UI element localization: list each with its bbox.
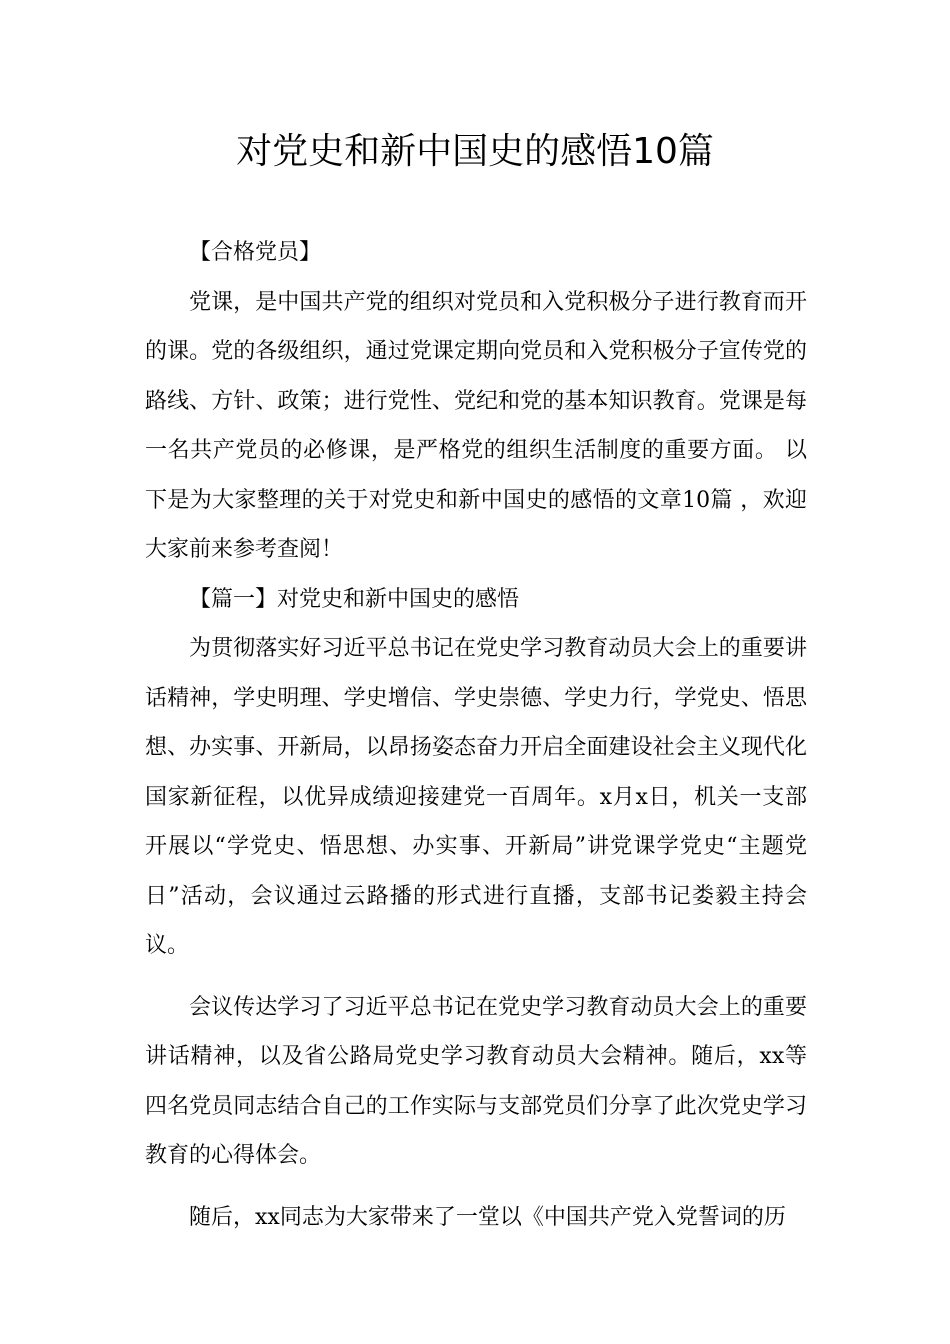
body-paragraph: 随后，xx同志为大家带来了一堂以《中国共产党入党誓词的历 <box>189 1204 786 1230</box>
intro-paragraph: 党课，是中国共产党的组织对党员和入党积极分子进行教育而开的课。党的各级组织，通过党课定期向党员和入党积极分子宣传党的路线、方针、政策；进行党性、党纪和党的基本知识教育。党课是每一名共产党员的必修课，是严格党的组织生活制度的重要方面。 以下是为大家整理的关于对党史和新中国史的感悟的文章10篇 ，欢迎大家前来参考查阅！ <box>145 289 807 562</box>
section-label: 【合格党员】 <box>189 240 322 265</box>
body-paragraph: 为贯彻落实好习近平总书记在党史学习教育动员大会上的重要讲话精神，学史明理、学史增信、学史崇德、学史力行，学党史、悟思想、办实事、开新局，以昂扬姿态奋力开启全面建设社会主义现代化国家新征程，以优异成绩迎接建党一百周年。x月x日，机关一支部开展以“学党史、悟思想、办实事、开新局”讲党课学党史“主题党日”活动，会议通过云路播的形式进行直播，支部书记娄毅主持会议。 <box>145 636 807 958</box>
body-paragraph: 会议传达学习了习近平总书记在党史学习教育动员大会上的重要讲话精神，以及省公路局党史学习教育动员大会精神。随后，xx等四名党员同志结合自己的工作实际与支部党员们分享了此次党史学习教育的心得体会。 <box>145 994 807 1168</box>
document-title: 对党史和新中国史的感悟10篇 <box>236 131 714 172</box>
document-body <box>145 228 807 1242</box>
chapter-heading: 【篇一】对党史和新中国史的感悟 <box>189 586 520 612</box>
